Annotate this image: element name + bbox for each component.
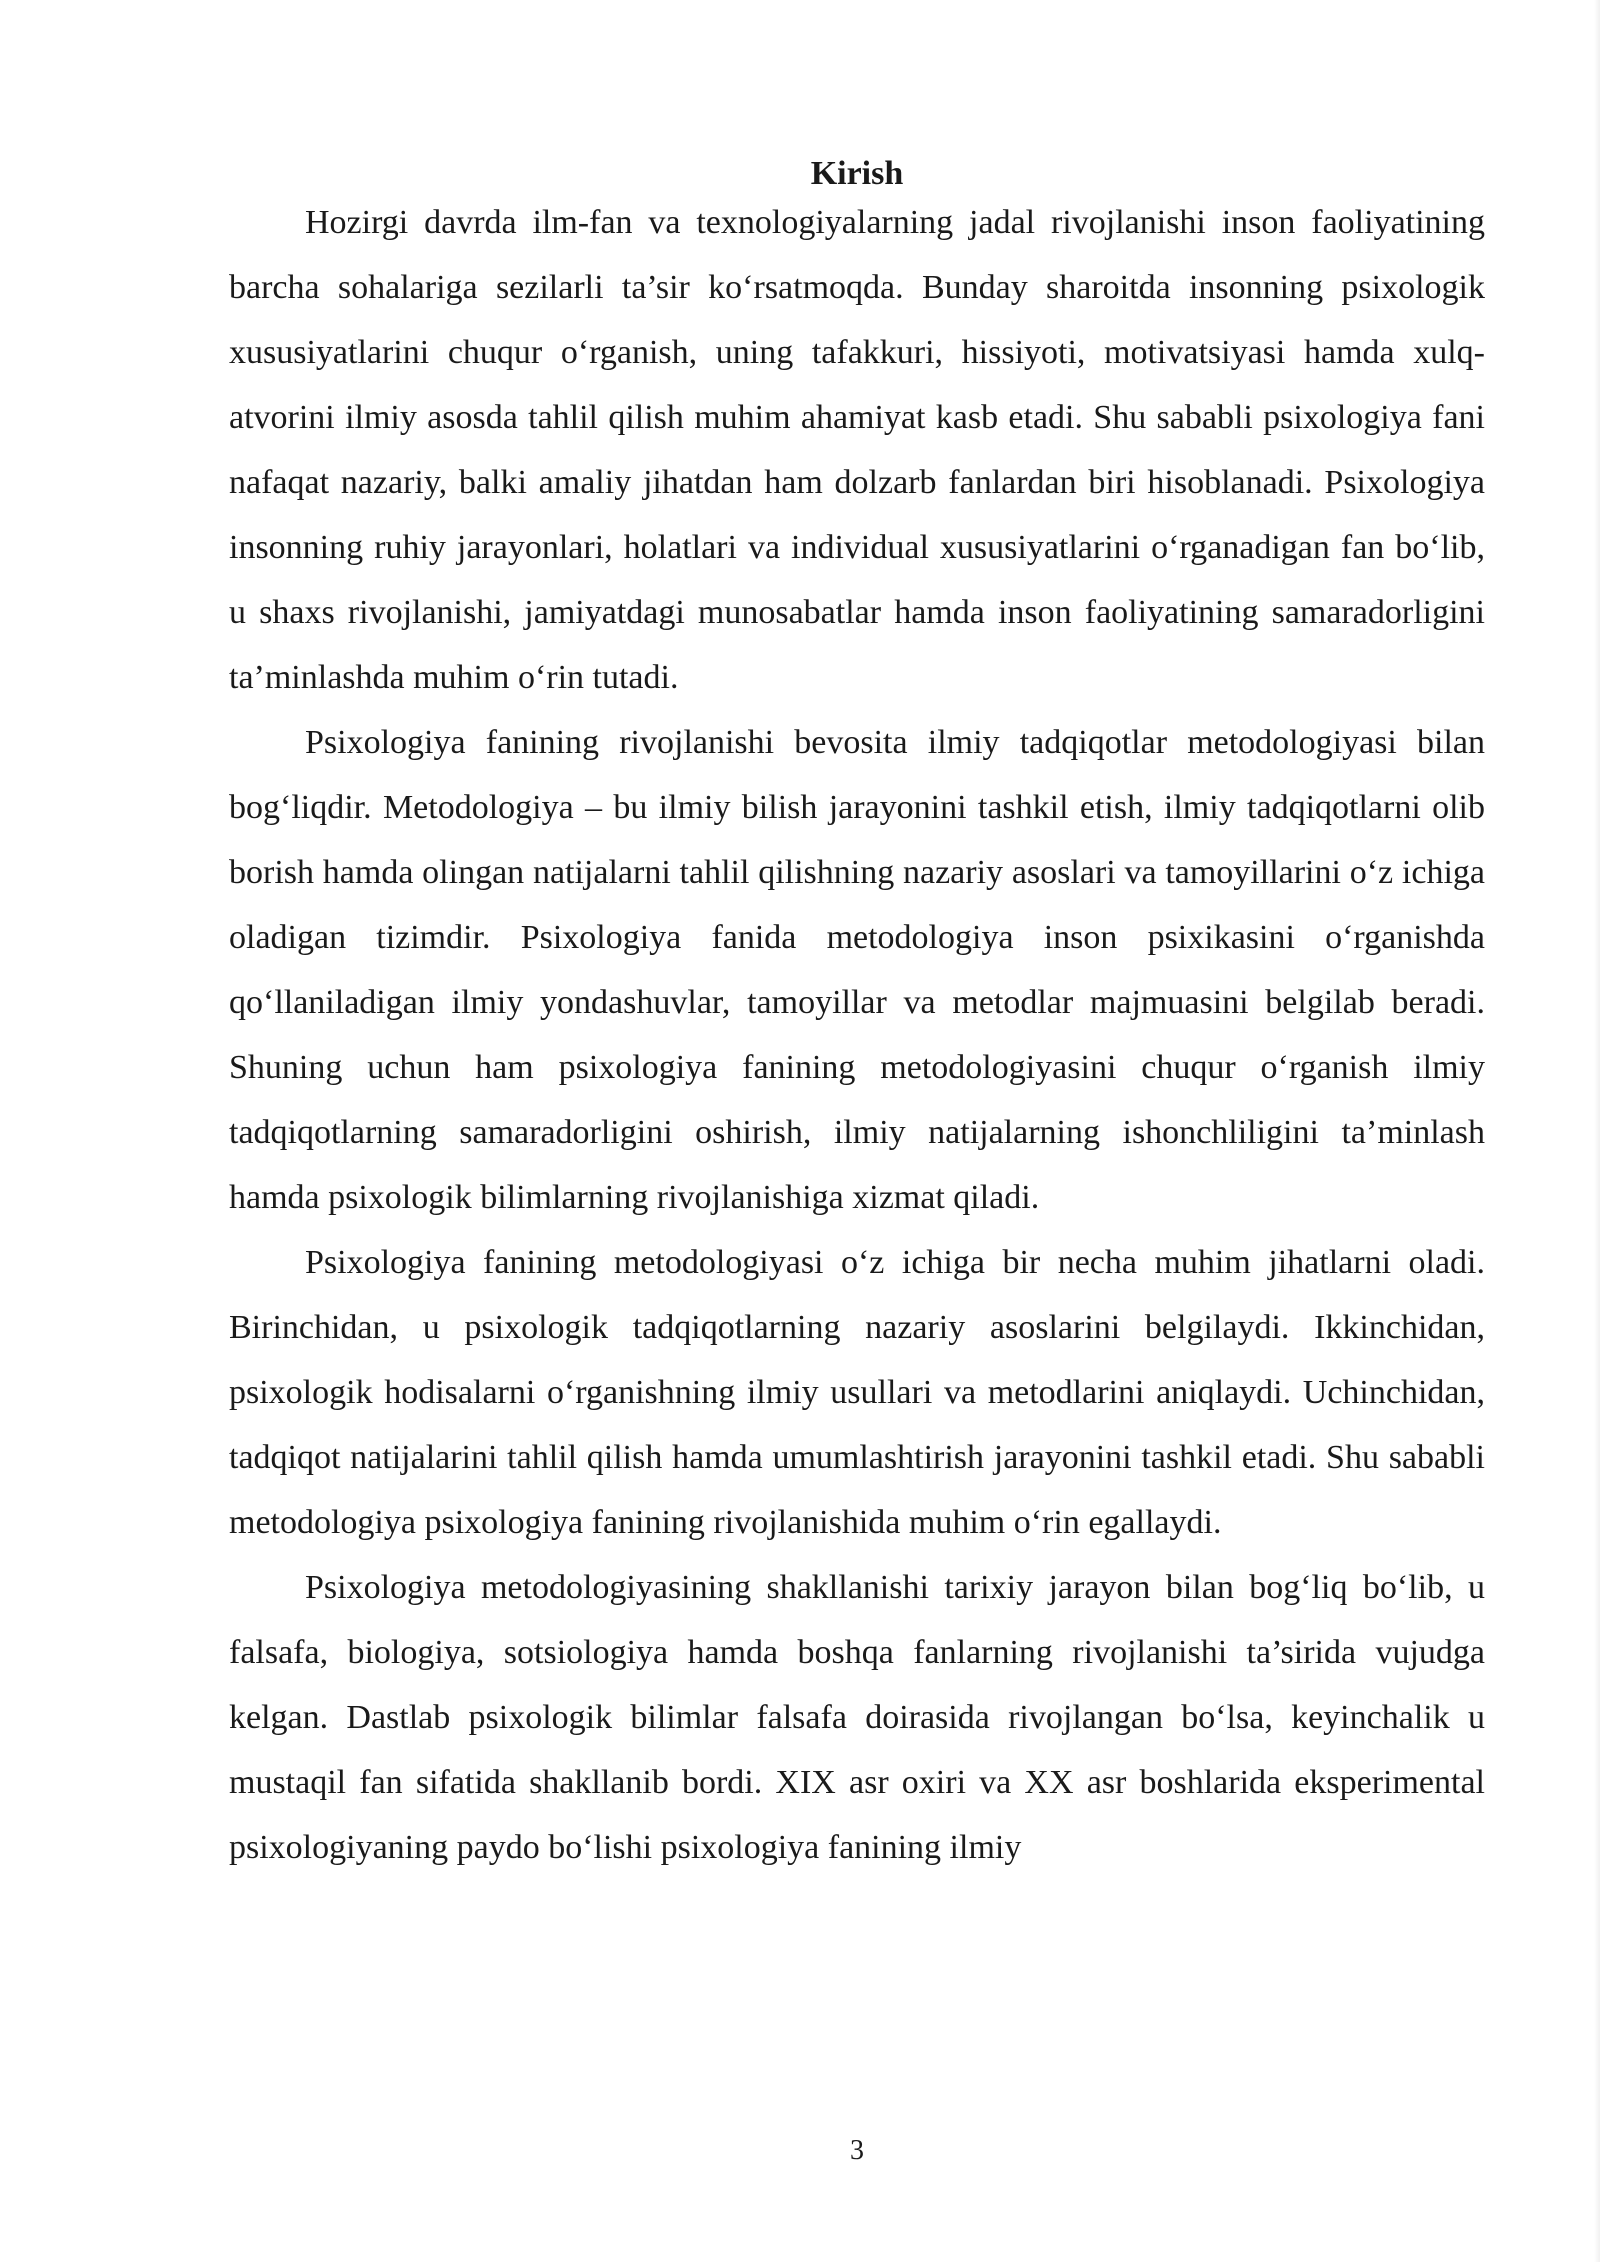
paragraph: Hozirgi davrda ilm-fan va texnologiyalarning jadal rivojlanishi inson faoliyatining barcha sohalariga sezilarli ta’sir ko‘rsatmoqda. Bunday sharoitda insonning psixologik xususiyatlarini chuqur o‘rganish, uning tafakkuri, hissiyoti, motivatsiyasi hamda xulq-atvorini ilmiy asosda tahlil qilish muhim ahamiyat kasb etadi. Shu sababli psixologiya fani nafaqat nazariy, balki amaliy jihatdan ham dolzarb fanlardan biri hisoblanadi. Psixologiya insonning ruhiy jarayonlari, holatlari va individual xususiyatlarini o‘rganadigan fan bo‘lib, u shaxs rivojlanishi, jamiyatdagi munosabatlar hamda inson faoliyatining samaradorligini ta’minlashda muhim o‘rin tutadi. (229, 204, 1485, 696)
paragraph: Psixologiya fanining metodologiyasi o‘z ichiga bir necha muhim jihatlarni oladi. Birinchidan, u psixologik tadqiqotlarning nazariy asoslarini belgilaydi. Ikkinchidan, psixologik hodisalarni o‘rganishning ilmiy usullari va metodlarini aniqlaydi. Uchinchidan, tadqiqot natijalarini tahlil qilish hamda umumlashtirish jarayonini tashkil etadi. Shu sababli metodologiya psixologiya fanining rivojlanishida muhim o‘rin egallaydi. (229, 1244, 1485, 1541)
paragraph: Psixologiya fanining rivojlanishi bevosita ilmiy tadqiqotlar metodologiyasi bilan bog‘liqdir. Metodologiya – bu ilmiy bilish jarayonini tashkil etish, ilmiy tadqiqotlarni olib borish hamda olingan natijalarni tahlil qilishning nazariy asoslari va tamoyillarini o‘z ichiga oladigan tizimdir. Psixologiya fanida metodologiya inson psixikasini o‘rganishda qo‘llaniladigan ilmiy yondashuvlar, tamoyillar va metodlar majmuasini belgilab beradi. Shuning uchun ham psixologiya fanining metodologiyasini chuqur o‘rganish ilmiy tadqiqotlarning samaradorligini oshirish, ilmiy natijalarning ishonchliligini ta’minlash hamda psixologik bilimlarning rivojlanishiga xizmat qiladi. (229, 724, 1485, 1216)
body-text (229, 190, 1485, 1880)
paragraph: Psixologiya metodologiyasining shakllanishi tarixiy jarayon bilan bog‘liq bo‘lib, u falsafa, biologiya, sotsiologiya hamda boshqa fanlarning rivojlanishi ta’sirida vujudga kelgan. Dastlab psixologik bilimlar falsafa doirasida rivojlangan bo‘lsa, keyinchalik u mustaqil fan sifatida shakllanib bordi. XIX asr oxiri va XX asr boshlarida eksperimental psixologiyaning paydo bo‘lishi psixologiya fanining ilmiy (229, 1569, 1485, 1866)
page-edge-shadow (1594, 0, 1600, 2262)
page-number: 3 (850, 2135, 864, 2166)
page-title: Kirish (810, 155, 904, 192)
